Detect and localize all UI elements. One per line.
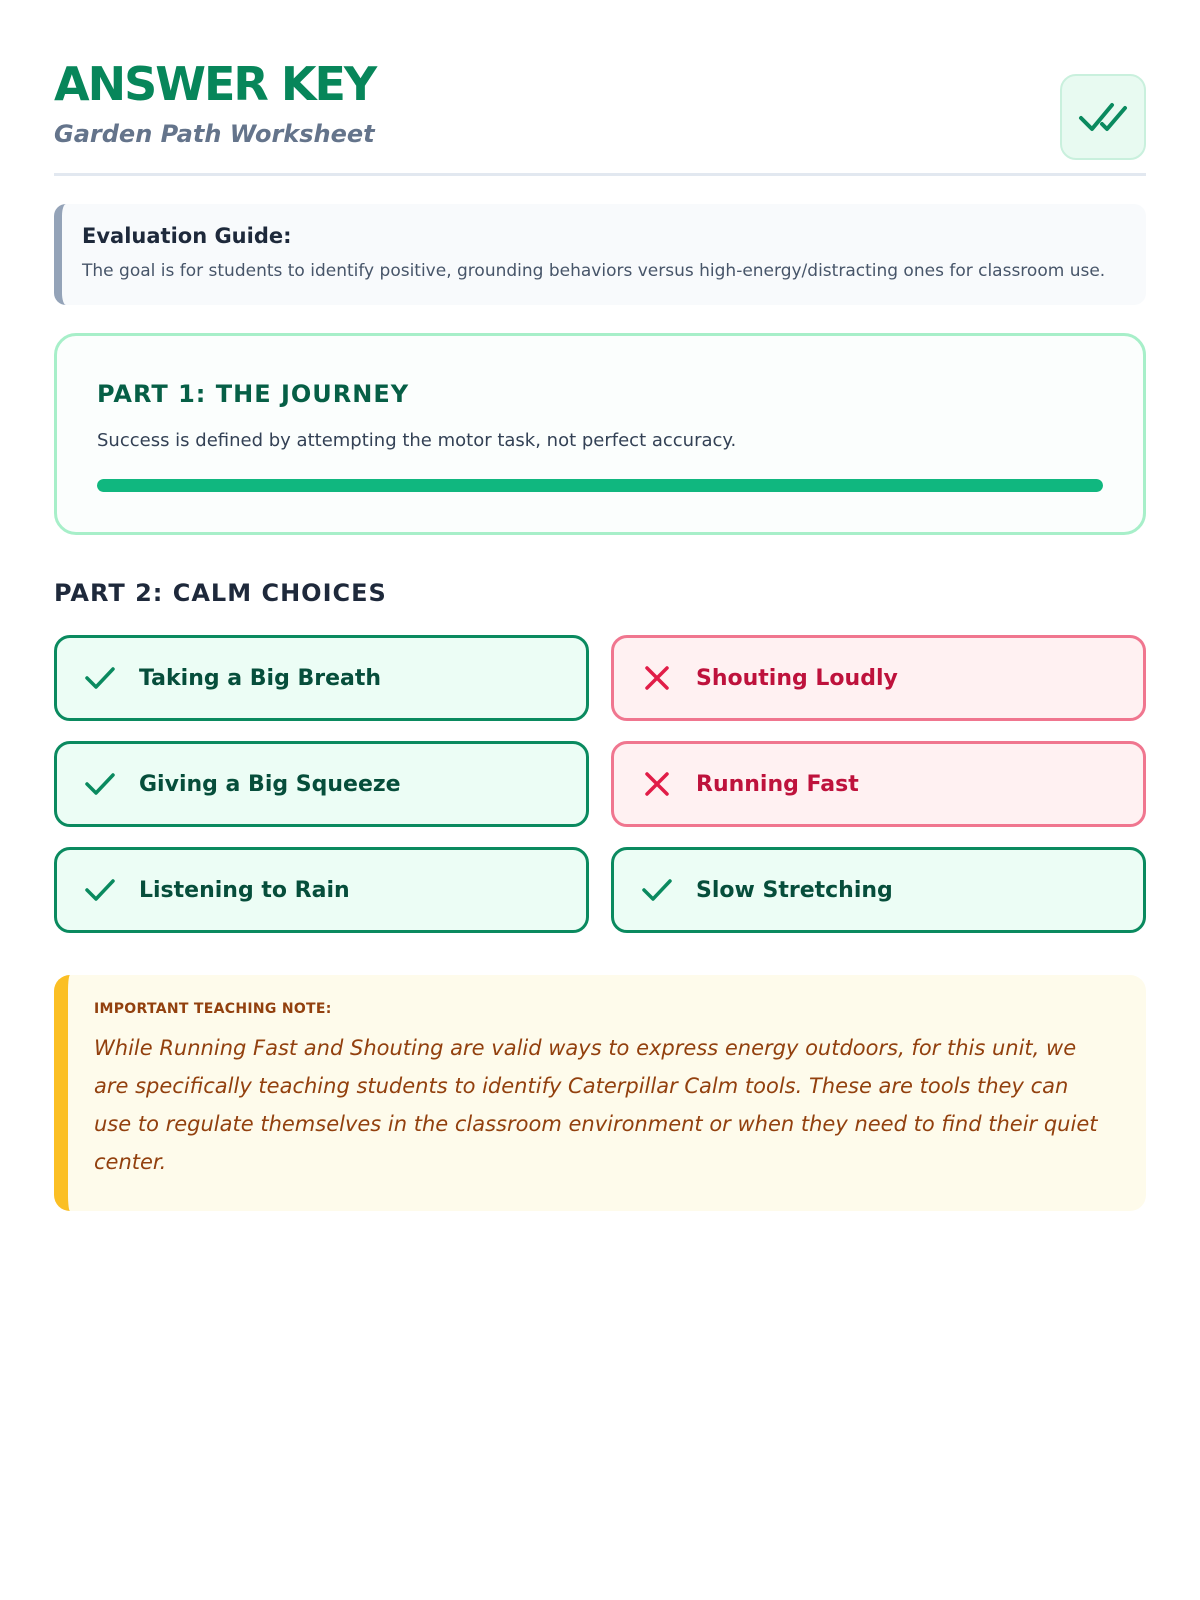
page-subtitle: Garden Path Worksheet bbox=[54, 120, 375, 148]
choice-label: Running Fast bbox=[696, 771, 859, 797]
evaluation-guide bbox=[54, 204, 1146, 305]
header bbox=[54, 56, 1146, 176]
correct-choice-card bbox=[54, 635, 589, 721]
page-title: ANSWER KEY bbox=[54, 57, 376, 111]
choice-label: Listening to Rain bbox=[139, 877, 350, 903]
teaching-note-text: While Running Fast and Shouting are valid ways to express energy outdoors, for this unit, we are specifically teaching students to identify Caterpillar Calm tools. These are tools they can use to regulate themselves in the classroom environment or when they need to find their quiet center. bbox=[94, 1036, 1098, 1174]
part2-title: PART 2: CALM CHOICES bbox=[54, 579, 387, 607]
correct-choice-card bbox=[54, 847, 589, 933]
part1-progress-bar bbox=[97, 479, 1103, 492]
x-icon bbox=[640, 767, 674, 801]
evaluation-guide-text: The goal is for students to identify positive, grounding behaviors versus high-energy/distracting ones for classroom use. bbox=[82, 261, 1106, 281]
choice-label: Shouting Loudly bbox=[696, 665, 898, 691]
part1-title: PART 1: THE JOURNEY bbox=[97, 380, 410, 408]
evaluation-guide-title: Evaluation Guide: bbox=[82, 224, 292, 248]
incorrect-choice-card bbox=[611, 741, 1146, 827]
teaching-note bbox=[54, 975, 1146, 1211]
double-check-icon bbox=[1060, 74, 1146, 160]
part1-card bbox=[54, 333, 1146, 535]
incorrect-choice-card bbox=[611, 635, 1146, 721]
correct-choice-card bbox=[611, 847, 1146, 933]
choice-label: Slow Stretching bbox=[696, 877, 893, 903]
check-icon bbox=[83, 661, 117, 695]
check-icon bbox=[640, 873, 674, 907]
check-icon bbox=[83, 873, 117, 907]
choice-label: Taking a Big Breath bbox=[139, 665, 382, 691]
x-icon bbox=[640, 661, 674, 695]
correct-choice-card bbox=[54, 741, 589, 827]
choice-label: Giving a Big Squeeze bbox=[139, 771, 401, 797]
teaching-note-title: IMPORTANT TEACHING NOTE: bbox=[94, 1001, 332, 1017]
choices-grid bbox=[54, 635, 1146, 933]
part1-progress-fill bbox=[97, 479, 1103, 492]
check-icon bbox=[83, 767, 117, 801]
part1-text: Success is defined by attempting the motor task, not perfect accuracy. bbox=[97, 430, 737, 451]
